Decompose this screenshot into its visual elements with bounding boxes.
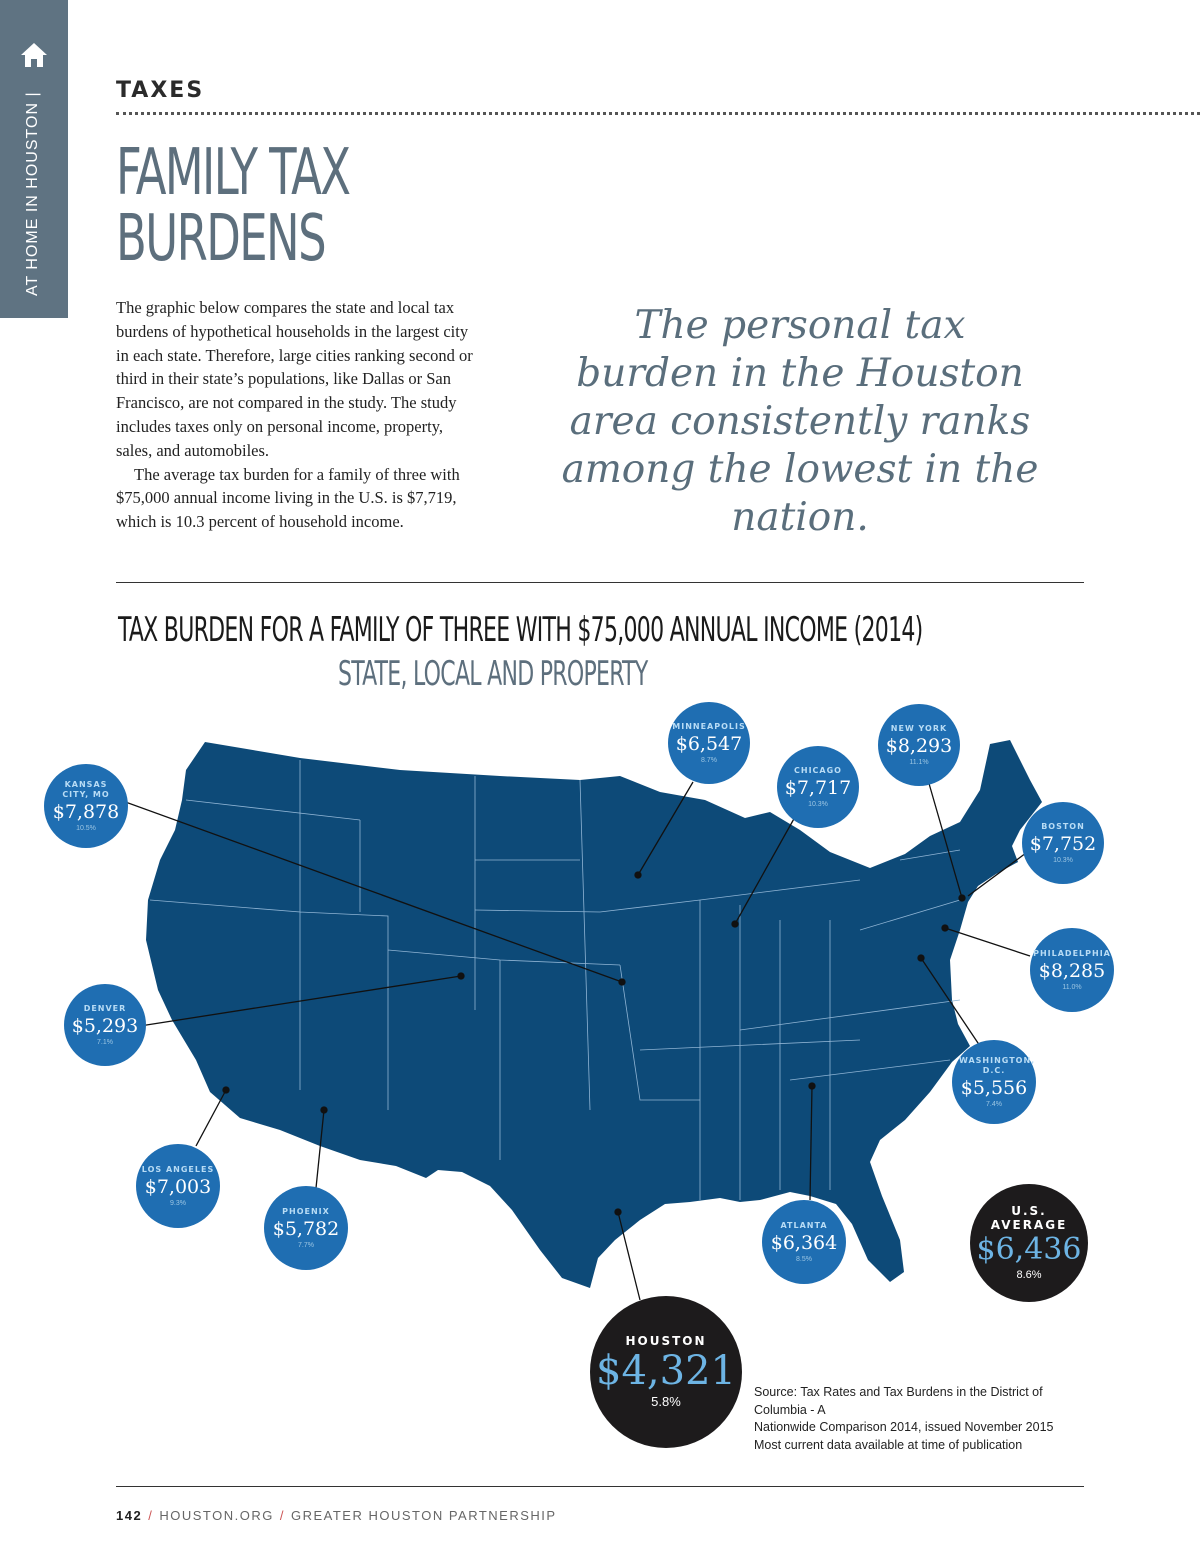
city-name: HOUSTON — [625, 1334, 707, 1348]
city-amount: $8,293 — [885, 734, 953, 757]
city-percent: 7.7% — [298, 1241, 314, 1249]
chart-title: TAX BURDEN FOR A FAMILY OF THREE WITH $75,000 ANNUAL INCOME (2014) — [118, 610, 923, 650]
city-percent: 10.3% — [1053, 856, 1073, 864]
city-amount: $5,556 — [960, 1076, 1028, 1099]
city-percent: 7.4% — [986, 1100, 1002, 1108]
city-bubble-denver — [64, 984, 146, 1066]
city-amount: $7,878 — [52, 800, 120, 823]
chart-subtitle: STATE, LOCAL AND PROPERTY — [338, 654, 648, 694]
footer-divider — [116, 1486, 1084, 1487]
section-name: AT HOME IN HOUSTON | — [24, 91, 41, 296]
city-name: DENVER — [83, 1003, 127, 1013]
city-name: BOSTON — [1041, 821, 1085, 831]
page-number: 142 — [116, 1508, 143, 1523]
city-amount: $6,547 — [675, 732, 743, 755]
city-percent: 5.8% — [651, 1394, 681, 1409]
city-name: PHOENIX — [282, 1206, 330, 1216]
city-amount: $4,321 — [596, 1348, 736, 1394]
us-average-bubble — [970, 1184, 1088, 1302]
page-title-line-2: BURDENS — [116, 202, 326, 276]
city-bubble-philadelphia — [1030, 928, 1114, 1012]
city-percent: 11.0% — [1062, 983, 1082, 991]
city-name: PHILADELPHIA — [1033, 948, 1111, 958]
city-percent: 7.1% — [97, 1038, 113, 1046]
source-line-1: Source: Tax Rates and Tax Burdens in the District of Columbia - A — [754, 1385, 1043, 1417]
city-percent: 11.1% — [909, 758, 929, 766]
city-percent: 9.3% — [170, 1199, 186, 1207]
city-bubble-chicago — [777, 746, 859, 828]
city-amount: $6,436 — [976, 1232, 1082, 1267]
city-name: WASHINGTON, D.C. — [959, 1055, 1036, 1075]
city-name: U.S. AVERAGE — [990, 1204, 1068, 1232]
city-amount: $6,364 — [770, 1231, 838, 1254]
city-bubble-atlanta — [762, 1200, 846, 1284]
city-percent: 10.3% — [808, 800, 828, 808]
houston-bubble — [590, 1296, 742, 1448]
footer-site[interactable]: HOUSTON.ORG — [159, 1508, 274, 1523]
city-bubble-phoenix — [264, 1186, 348, 1270]
city-bubble-los-angeles — [136, 1144, 220, 1228]
page-title-line-1: FAMILY TAX — [116, 136, 350, 210]
city-name: LOS ANGELES — [141, 1164, 215, 1174]
city-name: KANSAS CITY, MO — [62, 779, 110, 799]
section-label: TAXES — [116, 78, 205, 103]
source-line-3: Most current data available at time of publication — [754, 1437, 1023, 1452]
city-amount: $7,717 — [784, 776, 852, 799]
city-percent: 8.7% — [701, 756, 717, 764]
city-amount: $8,285 — [1038, 959, 1106, 982]
pull-quote: The personal tax burden in the Houston area consistently ranks among the lowest in the nation. — [561, 303, 1039, 540]
city-bubble-washington-dc — [952, 1040, 1036, 1124]
footer-org: GREATER HOUSTON PARTNERSHIP — [290, 1508, 557, 1523]
city-name: ATLANTA — [780, 1220, 828, 1230]
page-footer: 142 / HOUSTON.ORG / GREATER HOUSTON PARTNERSHIP — [116, 1508, 557, 1523]
city-percent: 8.5% — [796, 1255, 812, 1263]
intro-paragraph-1: The graphic below compares the state and local tax burdens of hypothetical households in the largest city in each state. Therefore, large cities ranking second or third in their state’s populations, like Dallas or San Francisco, are not compared in the study. The study includes taxes only on personal income, property, sales, and automobiles. — [116, 298, 473, 460]
source-note — [754, 1384, 1094, 1454]
city-bubble-boston — [1022, 802, 1104, 884]
city-percent: 8.6% — [1016, 1269, 1042, 1281]
city-name: MINNEAPOLIS — [672, 721, 746, 731]
city-amount: $5,293 — [71, 1014, 139, 1037]
city-name: CHICAGO — [794, 765, 842, 775]
city-bubble-minneapolis — [668, 702, 750, 784]
city-amount: $7,752 — [1029, 832, 1097, 855]
city-bubble-new-york — [878, 704, 960, 786]
source-line-2: Nationwide Comparison 2014, issued November 2015 — [754, 1420, 1054, 1434]
city-bubble-kansas-city — [44, 764, 128, 848]
city-amount: $5,782 — [272, 1217, 340, 1240]
intro-paragraph-2: The average tax burden for a family of three with $75,000 annual income living in the U.S. is $7,719, which is 10.3 percent of household income. — [116, 464, 460, 532]
city-name: NEW YORK — [890, 723, 948, 733]
city-percent: 10.5% — [76, 824, 96, 832]
city-amount: $7,003 — [144, 1175, 212, 1198]
